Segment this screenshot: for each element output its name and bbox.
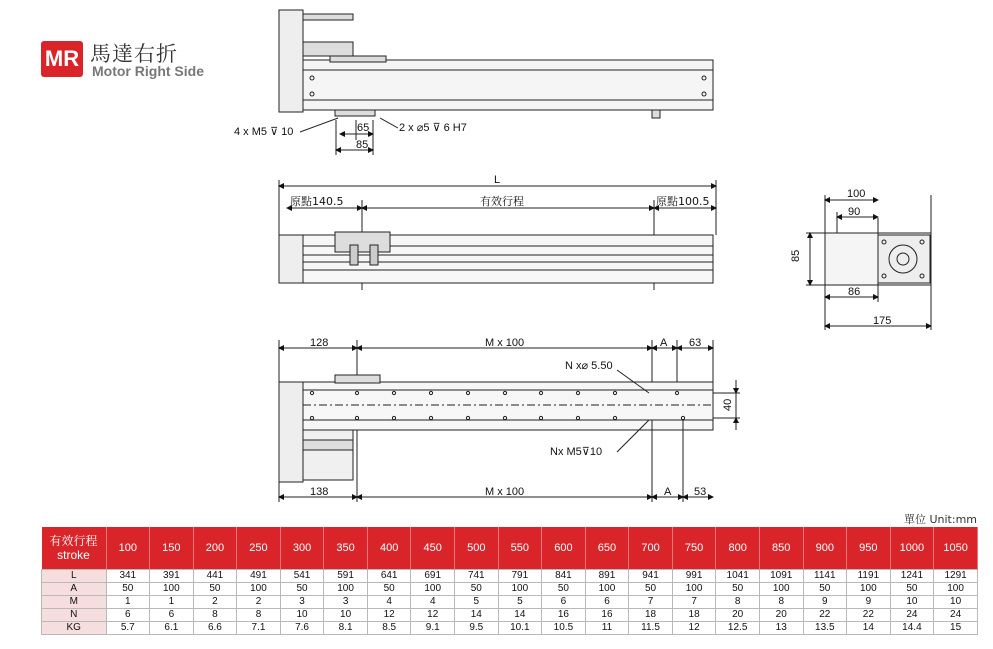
table-cell: 8 <box>193 609 237 622</box>
stroke-column-header: 400 <box>367 527 411 570</box>
table-cell: 5.7 <box>106 622 150 635</box>
table-cell: 4 <box>411 596 455 609</box>
table-cell: 100 <box>759 583 803 596</box>
dim-63: 63 <box>689 337 702 349</box>
dim-128: 128 <box>310 337 329 349</box>
table-cell: 741 <box>455 570 499 583</box>
table-cell: 441 <box>193 570 237 583</box>
stroke-column-header: 550 <box>498 527 542 570</box>
stroke-header-en: stroke <box>57 548 90 562</box>
table-cell: 1 <box>106 596 150 609</box>
table-cell: 1041 <box>716 570 760 583</box>
table-cell: 12.5 <box>716 622 760 635</box>
table-cell: 1291 <box>934 570 978 583</box>
table-cell: 15 <box>934 622 978 635</box>
table-cell: 24 <box>934 609 978 622</box>
table-cell: 691 <box>411 570 455 583</box>
table-cell: 8 <box>237 609 281 622</box>
dim-85-vertical: 85 <box>790 249 802 262</box>
stroke-column-header: 200 <box>193 527 237 570</box>
table-cell: 1141 <box>803 570 847 583</box>
table-cell: 12 <box>672 622 716 635</box>
row-label: L <box>42 570 107 583</box>
stroke-column-header: 250 <box>237 527 281 570</box>
pin-note: 2 x ⌀5 ⊽ 6 H7 <box>399 122 467 134</box>
table-cell: 891 <box>585 570 629 583</box>
table-cell: 6.6 <box>193 622 237 635</box>
table-cell: 10 <box>934 596 978 609</box>
table-cell: 541 <box>280 570 324 583</box>
table-cell: 50 <box>890 583 934 596</box>
table-row <box>42 622 978 635</box>
dim-40: 40 <box>722 398 734 411</box>
table-cell: 10 <box>324 609 368 622</box>
table-cell: 3 <box>280 596 324 609</box>
table-cell: 391 <box>150 570 194 583</box>
table-cell: 100 <box>672 583 716 596</box>
table-cell: 10.1 <box>498 622 542 635</box>
stroke-column-header: 600 <box>542 527 586 570</box>
stroke-column-header: 750 <box>672 527 716 570</box>
stroke-column-header: 900 <box>803 527 847 570</box>
dim-90: 90 <box>848 206 861 218</box>
row-label: M <box>42 596 107 609</box>
dim-A-top: A <box>660 337 668 349</box>
dim-100: 100 <box>847 188 866 200</box>
table-cell: 8 <box>759 596 803 609</box>
table-body <box>42 570 978 635</box>
table-cell: 14 <box>455 609 499 622</box>
stroke-column-header: 350 <box>324 527 368 570</box>
dim-A-bottom: A <box>664 486 672 498</box>
table-cell: 22 <box>803 609 847 622</box>
dim-85: 85 <box>356 139 369 151</box>
table-cell: 14 <box>498 609 542 622</box>
table-cell: 2 <box>237 596 281 609</box>
dim-53: 53 <box>694 486 707 498</box>
hole-note-top-row: N x⌀ 5.50 <box>565 360 613 372</box>
stroke-column-header: 1000 <box>890 527 934 570</box>
table-cell: 20 <box>759 609 803 622</box>
table-cell: 9 <box>847 596 891 609</box>
unit-label: 單位 Unit:mm <box>903 513 977 526</box>
stroke-header-cell <box>42 527 107 570</box>
table-cell: 641 <box>367 570 411 583</box>
m-x-100-bottom: M x 100 <box>485 486 525 498</box>
table-cell: 24 <box>890 609 934 622</box>
dim-65: 65 <box>357 122 370 134</box>
table-cell: 6.1 <box>150 622 194 635</box>
table-cell: 591 <box>324 570 368 583</box>
table-cell: 10 <box>280 609 324 622</box>
table-cell: 9.5 <box>455 622 499 635</box>
stroke-column-header: 500 <box>455 527 499 570</box>
table-cell: 100 <box>847 583 891 596</box>
stroke-column-header: 850 <box>759 527 803 570</box>
table-cell: 50 <box>629 583 673 596</box>
table-cell: 14.4 <box>890 622 934 635</box>
table-cell: 12 <box>367 609 411 622</box>
table-cell: 18 <box>672 609 716 622</box>
table-cell: 6 <box>106 609 150 622</box>
dim-L: L <box>494 174 501 186</box>
row-label: N <box>42 609 107 622</box>
table-cell: 100 <box>237 583 281 596</box>
table-cell: 100 <box>934 583 978 596</box>
table-cell: 100 <box>411 583 455 596</box>
table-cell: 12 <box>411 609 455 622</box>
table-cell: 1091 <box>759 570 803 583</box>
table-cell: 791 <box>498 570 542 583</box>
table-cell: 8 <box>716 596 760 609</box>
table-cell: 8.1 <box>324 622 368 635</box>
table-cell: 6 <box>585 596 629 609</box>
table-cell: 991 <box>672 570 716 583</box>
dim-86: 86 <box>848 286 861 298</box>
table-cell: 100 <box>324 583 368 596</box>
table-cell: 491 <box>237 570 281 583</box>
table-cell: 50 <box>542 583 586 596</box>
table-cell: 8.5 <box>367 622 411 635</box>
table-cell: 10 <box>890 596 934 609</box>
table-cell: 50 <box>280 583 324 596</box>
table-row <box>42 596 978 609</box>
table-cell: 1241 <box>890 570 934 583</box>
table-header-row <box>42 527 978 570</box>
table-cell: 9.1 <box>411 622 455 635</box>
bottom-view <box>279 340 740 502</box>
table-cell: 20 <box>716 609 760 622</box>
table-cell: 3 <box>324 596 368 609</box>
top-view <box>279 10 713 155</box>
stroke-column-header: 450 <box>411 527 455 570</box>
model-title-cn: 馬達右折 <box>90 42 178 66</box>
stroke-column-header: 100 <box>106 527 150 570</box>
stroke-label: 有效行程 <box>480 195 524 208</box>
table-cell: 7 <box>672 596 716 609</box>
table-cell: 2 <box>193 596 237 609</box>
table-cell: 1191 <box>847 570 891 583</box>
table-cell: 11.5 <box>629 622 673 635</box>
stroke-header-cn: 有效行程 <box>49 534 98 548</box>
table-cell: 1 <box>150 596 194 609</box>
table-cell: 50 <box>455 583 499 596</box>
table-cell: 941 <box>629 570 673 583</box>
table-cell: 7 <box>629 596 673 609</box>
table-cell: 841 <box>542 570 586 583</box>
table-cell: 50 <box>803 583 847 596</box>
stroke-column-header: 300 <box>280 527 324 570</box>
table-row <box>42 609 978 622</box>
table-cell: 100 <box>585 583 629 596</box>
table-cell: 16 <box>585 609 629 622</box>
table-cell: 50 <box>193 583 237 596</box>
stroke-column-header: 150 <box>150 527 194 570</box>
table-cell: 341 <box>106 570 150 583</box>
table-cell: 11 <box>585 622 629 635</box>
m-x-100-top: M x 100 <box>485 337 525 349</box>
table-cell: 100 <box>498 583 542 596</box>
table-cell: 13 <box>759 622 803 635</box>
table-cell: 16 <box>542 609 586 622</box>
hole-note-bottom-row: Nx M5⊽10 <box>550 446 603 458</box>
stroke-column-header: 800 <box>716 527 760 570</box>
table-cell: 6 <box>150 609 194 622</box>
table-row <box>42 583 978 596</box>
table-cell: 5 <box>498 596 542 609</box>
origin-right: 原點100.5 <box>656 195 710 208</box>
stroke-column-header: 650 <box>585 527 629 570</box>
table-cell: 9 <box>803 596 847 609</box>
table-cell: 4 <box>367 596 411 609</box>
stroke-spec-table <box>41 527 978 635</box>
end-view <box>806 195 931 330</box>
series-badge: MR <box>41 41 83 77</box>
table-cell: 100 <box>150 583 194 596</box>
table-cell: 7.1 <box>237 622 281 635</box>
table-cell: 5 <box>455 596 499 609</box>
row-label: KG <box>42 622 107 635</box>
table-cell: 22 <box>847 609 891 622</box>
table-cell: 50 <box>367 583 411 596</box>
table-cell: 18 <box>629 609 673 622</box>
origin-left: 原點140.5 <box>290 195 344 208</box>
table-cell: 10.5 <box>542 622 586 635</box>
table-cell: 50 <box>106 583 150 596</box>
table-cell: 50 <box>716 583 760 596</box>
table-cell: 14 <box>847 622 891 635</box>
stroke-column-header: 700 <box>629 527 673 570</box>
table-cell: 7.6 <box>280 622 324 635</box>
model-title-en: Motor Right Side <box>92 63 204 79</box>
table-cell: 13.5 <box>803 622 847 635</box>
dim-138: 138 <box>310 486 329 498</box>
table-row <box>42 570 978 583</box>
stroke-column-header: 950 <box>847 527 891 570</box>
dim-175: 175 <box>873 315 892 327</box>
stroke-column-header: 1050 <box>934 527 978 570</box>
hole-note-top: 4 x M5 ⊽ 10 <box>234 126 294 138</box>
table-cell: 6 <box>542 596 586 609</box>
row-label: A <box>42 583 107 596</box>
